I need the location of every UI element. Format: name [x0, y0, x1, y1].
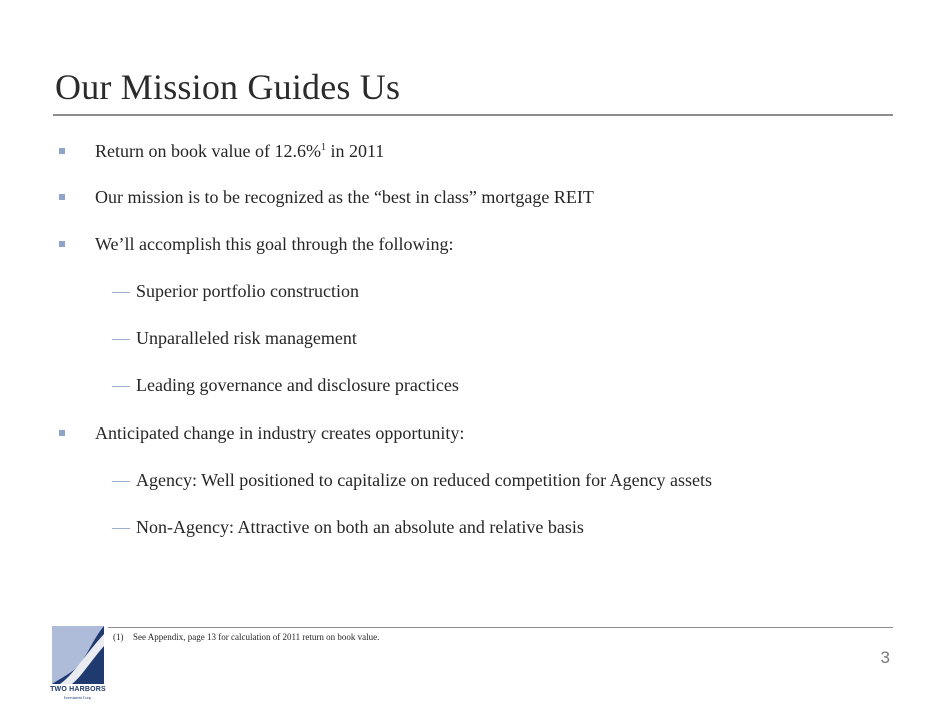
- bullet-text: We’ll accomplish this goal through the following:: [95, 234, 454, 254]
- two-harbors-logo: [40, 626, 116, 702]
- page-number: 3: [880, 648, 890, 667]
- sub-bullet-text: Leading governance and disclosure practices: [136, 375, 459, 395]
- sub-bullet-item: [112, 375, 459, 396]
- dash-bullet-icon: —: [112, 375, 130, 395]
- dash-bullet-icon: —: [112, 281, 130, 301]
- sub-bullet-text: Unparalleled risk management: [136, 328, 357, 348]
- sub-bullet-item: [112, 281, 359, 302]
- square-bullet-icon: [59, 148, 65, 154]
- slide-title: Our Mission Guides Us: [55, 67, 401, 107]
- sub-bullet-item: [112, 328, 357, 349]
- square-bullet-icon: [59, 194, 65, 200]
- footnote-marker: 1: [320, 142, 326, 153]
- sub-bullet-text: Agency: Well positioned to capitalize on reduced competition for Agency assets: [136, 470, 713, 490]
- dash-bullet-icon: —: [112, 517, 130, 537]
- sub-bullet-text: Superior portfolio construction: [136, 281, 359, 301]
- square-bullet-icon: [59, 430, 65, 436]
- logo-subtitle: Investment Corp.: [64, 695, 92, 700]
- bullet-text: Anticipated change in industry creates opportunity:: [95, 423, 465, 443]
- sub-bullet-item: [112, 470, 712, 491]
- sub-bullet-item: [112, 517, 584, 538]
- dash-bullet-icon: —: [112, 470, 130, 490]
- footnote-number: (1): [113, 632, 124, 642]
- sub-bullet-text: Non-Agency: Attractive on both an absolute and relative basis: [136, 517, 584, 537]
- square-bullet-icon: [59, 241, 65, 247]
- footnote: [113, 632, 379, 642]
- footnote-text: See Appendix, page 13 for calculation of 2011 return on book value.: [133, 632, 380, 642]
- footer-divider: [108, 627, 893, 628]
- logo-name: TWO HARBORS: [50, 686, 106, 693]
- bullet-text: Our mission is to be recognized as the “best in class” mortgage REIT: [95, 187, 594, 207]
- logo-mark-icon: [52, 626, 104, 684]
- dash-bullet-icon: —: [112, 328, 130, 348]
- bullet-text-tail: in 2011: [325, 141, 385, 161]
- bullet-text: Return on book value of 12.6%: [95, 141, 321, 161]
- title-divider: [53, 114, 893, 116]
